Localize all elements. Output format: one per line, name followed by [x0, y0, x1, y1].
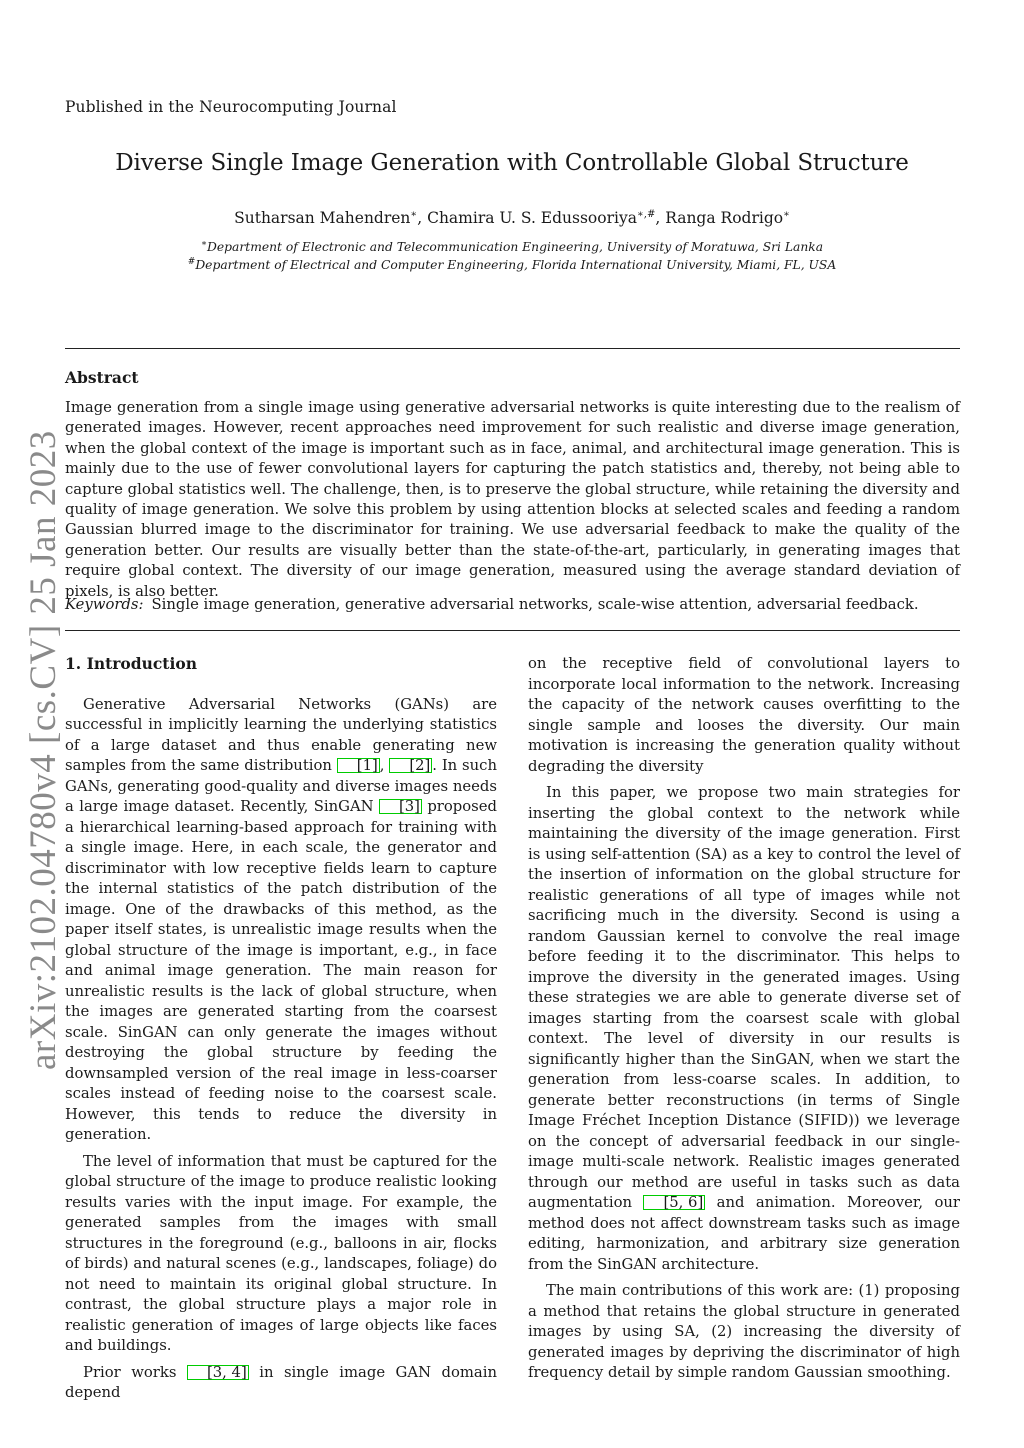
divider	[65, 630, 960, 631]
column-left	[65, 654, 497, 1404]
affiliation	[0, 239, 1024, 254]
abstract-heading: Abstract	[65, 368, 139, 387]
author-name: Ranga Rodrigo	[665, 209, 784, 228]
affiliation-mark: #	[187, 257, 196, 267]
citation-link[interactable]: [5, 6]	[643, 1195, 705, 1210]
paragraph: Prior works [3, 4] in single image GAN domain depend	[65, 1363, 497, 1401]
paragraph: on the receptive field of convolutional layers to incorporate local information to the network. Increasing the capacity of the network causes overfitting to the single sample and looses the diversity. Our main motivation is increasing the generation quality without degrading the diversity	[528, 655, 960, 775]
author-list: Sutharsan Mahendren∗, Chamira U. S. Edussooriya∗,#, Ranga Rodrigo∗	[234, 209, 790, 228]
citation-link[interactable]: [2]	[389, 758, 432, 773]
citation-link[interactable]: [3, 4]	[187, 1365, 249, 1380]
author-mark: ∗	[410, 209, 418, 220]
affiliation-mark: ∗	[200, 239, 208, 249]
paragraph: The main contributions of this work are: (1) proposing a method that retains the global structure in generated images by using SA, (2) increasing the diversity of generated images by depriving the discriminator of high frequency detail by simple random Gaussian smoothing.	[528, 1282, 960, 1381]
keywords-text: Single image generation, generative adversarial networks, scale-wise attention, adversarial feedback.	[151, 596, 919, 613]
journal-note: Published in the Neurocomputing Journal	[65, 98, 397, 116]
section-heading: 1. Introduction	[65, 654, 197, 673]
column-right	[528, 654, 960, 1384]
keywords	[65, 596, 960, 613]
arxiv-identifier: arXiv:2102.04780v4 [cs.CV] 25 Jan 2023	[23, 430, 64, 1070]
citation-link[interactable]: [1]	[337, 758, 380, 773]
author-name: Chamira U. S. Edussooriya	[427, 209, 637, 228]
abstract-body: Image generation from a single image using generative adversarial networks is quite interesting due to the realism of generated images. However, recent approaches need improvement for such realistic and diverse image generation, when the global context of the image is important such as in face, animal, and architectural image generation. This is mainly due to the use of fewer convolutional layers for capturing the patch statistics and, thereby, not being able to capture global statistics well. The challenge, then, is to preserve the global structure, while retaining the diversity and quality of image generation. We solve this problem by using attention blocks at selected scales and feeding a random Gaussian blurred image to the discriminator for training. We use adversarial feedback to make the quality of the generation better. Our results are visually better than the state-of-the-art, particularly, in generating images that require global context. The diversity of our image generation, measured using the average standard deviation of pixels, is also better.	[65, 399, 960, 600]
citation-link[interactable]: [3]	[379, 799, 422, 814]
keywords-label: Keywords:	[65, 596, 144, 613]
affiliation	[0, 257, 1024, 272]
affiliation-text: Department of Electrical and Computer Engineering, Florida International University, Miami, FL, USA	[195, 258, 837, 273]
author-mark: ∗	[783, 209, 790, 220]
paragraph: In this paper, we propose two main strategies for inserting the global context to the network while maintaining the diversity of the image generation. First is using self-attention (SA) as a key to control the level of the insertion of information on the global structure for realistic generations of all type of images while not sacrificing much in the diversity. Second is using a random Gaussian kernel to convolve the real image before feeding it to the discriminator. This helps to improve the diversity in the generated images. Using these strategies we are able to generate diverse set of images starting from the coarsest scale with global context. The level of diversity in our results is significantly higher than the SinGAN, when we start the generation from less-coarse scales. In addition, to generate better reconstructions (in terms of Single Image Fréchet Inception Distance (SIFID)) we leverage on the concept of adversarial feedback in our single-image multi-scale network. Realistic images generated through our method are useful in tasks such as data augmentation [5, 6] and animation. Moreover, our method does not affect downstream tasks such as image editing, harmonization, and arbitrary size generation from the SinGAN architecture.	[528, 784, 960, 1273]
divider	[65, 348, 960, 349]
paragraph: Generative Adversarial Networks (GANs) are successful in implicitly learning the underlying statistics of a large dataset and thus enable generating new samples from the same distribution [1] , [2] . In such GANs, generating good-quality and diverse images needs a large image dataset. Recently, SinGAN [3] proposed a hierarchical learning-based approach for training with a single image. Here, in each scale, the generator and discriminator with low receptive fields learn to capture the internal statistics of the patch distribution of the image. One of the drawbacks of this method, as the paper itself states, is unrealistic image results when the global structure of the image is important, e.g., in face and animal image generation. The main reason for unrealistic results is the lack of global structure, when the images are generated starting from the coarsest scale. SinGAN can only generate the images without destroying the global structure by feeding the downsampled version of the real image in less-coarser scales instead of feeding noise to the coarsest scale. However, this tends to reduce the diversity in generation.	[65, 695, 497, 1143]
affiliation-text: Department of Electronic and Telecommunication Engineering, University of Moratuwa, Sri Lanka	[207, 240, 824, 255]
paper-title: Diverse Single Image Generation with Controllable Global Structure	[115, 150, 909, 176]
author-mark: ∗,#	[636, 209, 656, 220]
author-name: Sutharsan Mahendren	[234, 209, 411, 228]
paragraph: The level of information that must be captured for the global structure of the image to produce realistic looking results varies with the input image. For example, the generated samples from the images with small structures in the foreground (e.g., balloons in air, flocks of birds) and natural scenes (e.g., landscapes, foliage) do not need to maintain its original global structure. In contrast, the global structure plays a major role in realistic generation of images of large objects like faces and buildings.	[65, 1152, 497, 1354]
